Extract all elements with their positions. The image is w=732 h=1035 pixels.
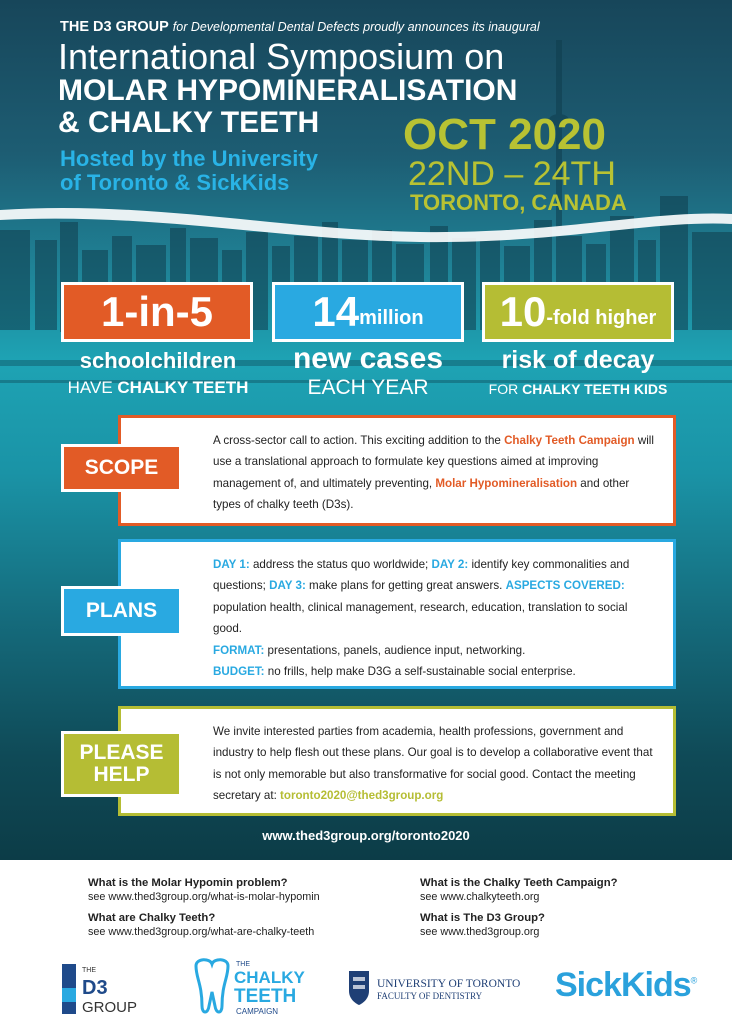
contact-email-link[interactable]: toronto2020@thed3group.org xyxy=(280,789,444,803)
d3-logo-group: GROUP xyxy=(82,999,138,1016)
plans-day1-text: address the status quo worldwide; xyxy=(249,558,432,571)
ut-logo-faculty: FACULTY OF DENTISTRY xyxy=(377,991,483,1001)
plans-budget-text: no frills, help make D3G a self-sustainable social enterprise. xyxy=(264,665,576,679)
ct-logo-the: THE xyxy=(236,961,250,968)
host-line-2: of Toronto & SickKids xyxy=(60,170,290,195)
faq-3-answer-link[interactable]: see www.chalkyteeth.org xyxy=(420,891,540,903)
faq-1-question: What is the Molar Hypomin problem? xyxy=(88,877,288,889)
sickkids-registered-mark: ® xyxy=(690,975,697,986)
event-days: 22ND – 24TH xyxy=(408,155,616,193)
plans-format-text: presentations, panels, audience input, networking. xyxy=(264,643,526,657)
faq-item-1 xyxy=(88,876,320,904)
faq-1-answer-link[interactable]: see www.thed3group.org/what-is-molar-hypomin xyxy=(88,891,320,903)
d3-group-name: THE D3 GROUP xyxy=(60,19,169,35)
tooth-icon xyxy=(196,960,228,1012)
stat-1-sub2: HAVE CHALKY TEETH xyxy=(67,378,249,397)
stat-1-sub1: schoolchildren xyxy=(79,348,237,373)
faq-item-2 xyxy=(88,911,314,939)
ct-logo-campaign: CAMPAIGN xyxy=(236,1007,279,1016)
event-location: TORONTO, CANADA xyxy=(410,190,627,215)
stat-3-big: 10 xyxy=(499,288,547,335)
sickkids-logo xyxy=(555,966,696,1005)
plans-day1-key: DAY 1: xyxy=(213,558,250,571)
stat-2-big: 14 xyxy=(312,288,360,335)
scope-label: SCOPE xyxy=(61,444,182,492)
title-line-1: International Symposium on xyxy=(58,36,505,77)
stat-box-3 xyxy=(482,282,674,342)
title-line-3: & CHALKY TEETH xyxy=(58,106,320,139)
scope-panel xyxy=(118,415,676,526)
stat-box-2 xyxy=(272,282,464,342)
help-panel xyxy=(118,706,676,816)
faq-2-question: What are Chalky Teeth? xyxy=(88,912,216,924)
d3-group-logo xyxy=(60,960,160,1018)
scope-text-3: and other types of chalky teeth (D3s). xyxy=(213,476,630,512)
host-line-1: Hosted by the University xyxy=(60,146,318,171)
molar-hypomin-highlight: Molar Hypomineralisation xyxy=(435,476,578,490)
university-of-toronto-logo xyxy=(345,965,525,1009)
intro-text: for Developmental Dental Defects proudly announces its inaugural xyxy=(172,20,540,34)
please-help-label-line2: HELP xyxy=(93,763,150,786)
stat-1-big: 1-in-5 xyxy=(100,288,213,335)
please-help-label-line1: PLEASE xyxy=(79,741,164,764)
ut-logo-name: UNIVERSITY OF TORONTO xyxy=(377,978,521,990)
title-line-2: MOLAR HYPOMINERALISATION xyxy=(58,74,518,107)
stat-3-sub2: FOR CHALKY TEETH KIDS xyxy=(488,381,668,397)
d3-logo-main: D3 xyxy=(82,977,108,999)
plans-budget-key: BUDGET: xyxy=(213,665,265,679)
plans-label: PLANS xyxy=(61,586,182,636)
faq-item-4 xyxy=(420,911,545,939)
faq-item-3 xyxy=(420,876,618,904)
ct-logo-chalky: CHALKY xyxy=(234,968,305,987)
ct-logo-teeth: TEETH xyxy=(234,986,297,1007)
faq-2-answer-link[interactable]: see www.thed3group.org/what-are-chalky-teeth xyxy=(88,926,315,938)
faq-4-question: What is The D3 Group? xyxy=(420,912,545,924)
stat-2-small: million xyxy=(359,306,424,329)
stat-2-sub1: new cases xyxy=(292,342,444,375)
stat-3-small: -fold higher xyxy=(546,306,657,329)
plans-day2-text: identify key commonalities and questions; xyxy=(213,558,630,593)
faq-4-answer-link[interactable]: see www.thed3group.org xyxy=(420,926,540,938)
plans-aspects-key: ASPECTS COVERED: xyxy=(505,579,625,593)
chalky-teeth-campaign-logo xyxy=(190,956,310,1018)
plans-day3-text: make plans for getting great answers. xyxy=(305,579,506,593)
please-help-label xyxy=(61,731,182,797)
symposium-url-link[interactable]: www.thed3group.org/toronto2020 xyxy=(262,828,470,843)
plans-format-key: FORMAT: xyxy=(213,643,265,657)
stat-2-sub2: EACH YEAR xyxy=(307,376,429,399)
d3-logo-the: THE xyxy=(82,967,96,974)
plans-day2-key: DAY 2: xyxy=(431,558,469,571)
scope-text-1: A cross-sector call to action. This exciting addition to the xyxy=(213,434,505,447)
faq-3-question: What is the Chalky Teeth Campaign? xyxy=(420,877,618,889)
sickkids-logo-text: SickKids xyxy=(555,966,691,1004)
chalky-teeth-campaign-highlight: Chalky Teeth Campaign xyxy=(504,434,635,447)
plans-aspects-text: population health, clinical management, research, education, translation to social good. xyxy=(213,600,628,636)
stat-box-1 xyxy=(61,282,253,342)
intro-line xyxy=(60,19,540,35)
stat-3-sub1: risk of decay xyxy=(501,346,655,374)
help-text: We invite interested parties from academia, health professions, government and industry to help flesh out these plans. Our goal is to develop a collaborative event that is not only memorable but also transformative for social good. Contact the meeting secretary at: xyxy=(213,725,653,803)
plans-panel xyxy=(118,539,676,689)
plans-day3-key: DAY 3: xyxy=(269,579,306,593)
event-month-year: OCT 2020 xyxy=(403,110,606,159)
scope-text-2: will use a translational approach to formulate key questions aimed at improving management of, and ultimately preventing, xyxy=(213,434,654,490)
